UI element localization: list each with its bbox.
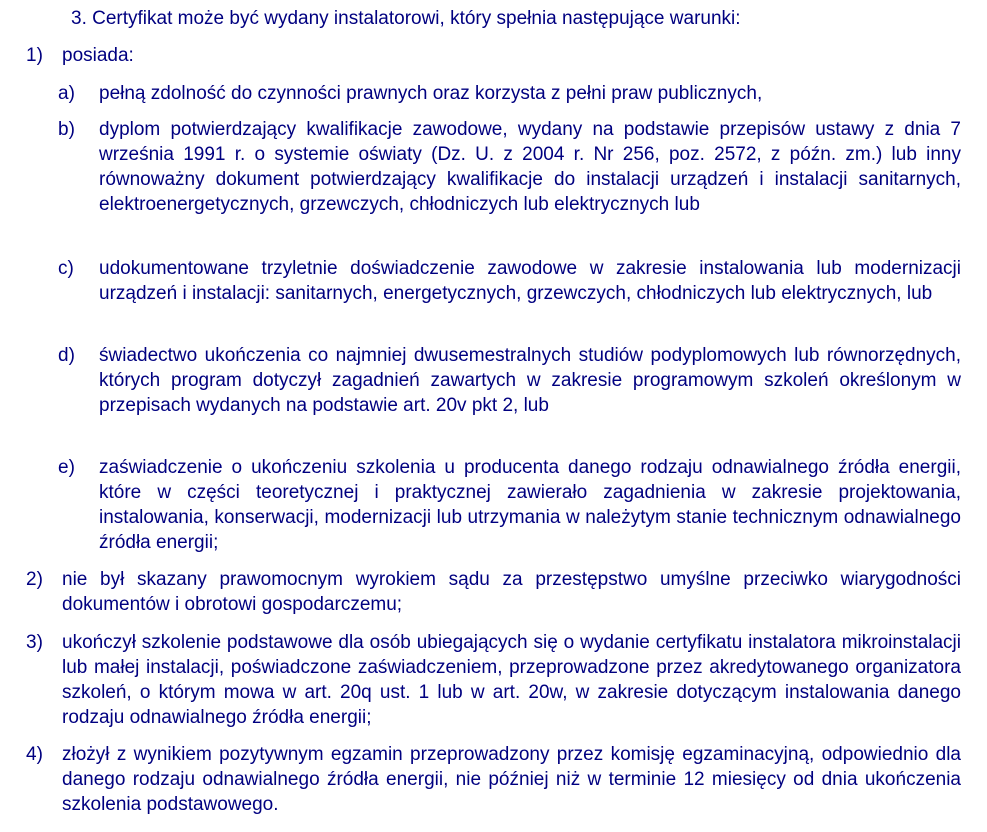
list-marker: 2) <box>26 569 43 590</box>
list-marker: 3) <box>26 632 43 653</box>
sub-item-a <box>58 81 961 106</box>
sub-item-c <box>58 256 961 306</box>
list-item-text: zaświadczenie o ukończeniu szkolenia u producenta danego rodzaju odnawialnego źródła energii, które w części teoretycznej i praktycznej zawierało zagadnienia w zakresie projektowania, instalowania, konserwacji, modernizacji lub utrzymania w należytym stanie technicznym odnawialnego źródła energii; <box>99 457 961 553</box>
sub-item-d <box>58 343 961 418</box>
list-item-4 <box>26 742 961 817</box>
sub-item-e <box>58 455 961 555</box>
list-marker: 1) <box>26 45 43 66</box>
list-marker: d) <box>58 345 75 366</box>
list-item-text: pełną zdolność do czynności prawnych oraz korzysta z pełni praw publicznych, <box>99 83 763 104</box>
list-marker: c) <box>58 258 74 279</box>
list-item-3 <box>26 630 961 730</box>
list-marker: a) <box>58 83 75 104</box>
list-item-text: posiada: <box>62 45 134 66</box>
list-item-text: nie był skazany prawomocnym wyrokiem sądu za przestępstwo umyślne przeciwko wiarygodności dokumentów i obrotowi gospodarczemu; <box>62 569 961 615</box>
list-item-text: ukończył szkolenie podstawowe dla osób ubiegających się o wydanie certyfikatu instalatora mikroinstalacji lub małej instalacji, poświadczone zaświadczeniem, przeprowadzone przez akredytowanego organizatora szkoleń, o którym mowa w art. 20q ust. 1 lub w art. 20w, w zakresie dotyczącym instalowania danego rodzaju odnawialnego źródła energii; <box>62 632 961 728</box>
list-marker: e) <box>58 457 75 478</box>
list-item-1 <box>26 43 961 68</box>
list-item-text: udokumentowane trzyletnie doświadczenie zawodowe w zakresie instalowania lub modernizacji urządzeń i instalacji: sanitarnych, energetycznych, grzewczych, chłodniczych lub elektrycznych, lub <box>99 258 961 304</box>
sub-item-b <box>58 117 961 217</box>
list-item-text: świadectwo ukończenia co najmniej dwusemestralnych studiów podyplomowych lub równorzędnych, których program dotyczył zagadnień zawartych w zakresie programowym szkoleń określonym w przepisach wydanych na podstawie art. 20v pkt 2, lub <box>99 345 961 416</box>
section-heading: 3. Certyfikat może być wydany instalatorowi, który spełnia następujące warunki: <box>71 8 741 29</box>
list-marker: b) <box>58 119 75 140</box>
list-item-text: dyplom potwierdzający kwalifikacje zawodowe, wydany na podstawie przepisów ustawy z dnia 7 września 1991 r. o systemie oświaty (Dz. U. z 2004 r. Nr 256, poz. 2572, z późn. zm.) lub inny równoważny dokument potwierdzający kwalifikacje do instalacji urządzeń i instalacji sanitarnych, elektroenergetycznych, grzewczych, chłodniczych lub elektrycznych lub <box>99 119 961 215</box>
list-item-text: złożył z wynikiem pozytywnym egzamin przeprowadzony przez komisję egzaminacyjną, odpowiednio dla danego rodzaju odnawialnego źródła energii, nie później niż w terminie 12 miesięcy od dnia ukończenia szkolenia podstawowego. <box>62 744 961 815</box>
list-item-2 <box>26 567 961 617</box>
list-marker: 4) <box>26 744 43 765</box>
